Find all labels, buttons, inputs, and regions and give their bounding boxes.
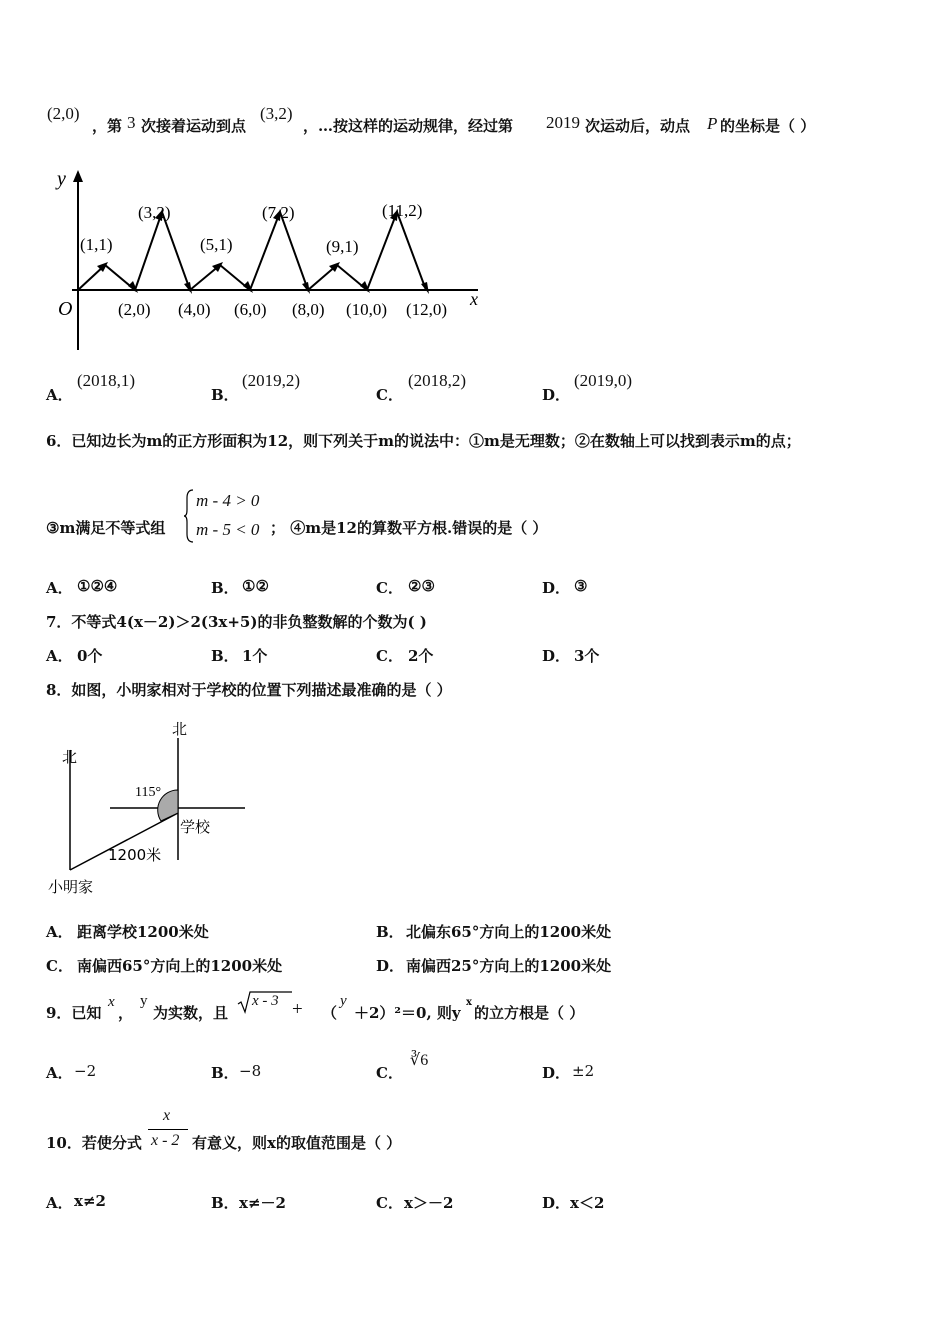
option-key: D． (542, 647, 571, 665)
option-b[interactable]: x≠－2 (239, 1194, 286, 1212)
option-b[interactable]: (2019,2) (242, 371, 301, 390)
option-c[interactable]: (2018,2) (408, 371, 467, 390)
option-d[interactable]: 南偏西25°方向上的1200米处 (406, 957, 612, 975)
option-key: C． (376, 579, 403, 597)
upper-labels (80, 201, 422, 256)
option-key: B． (211, 1064, 239, 1082)
y-axis-label: y (57, 168, 66, 190)
option-d[interactable]: x＜2 (570, 1194, 605, 1212)
q5-text-5: 的坐标是（ ） (720, 117, 816, 135)
q10-numerator: x (163, 1107, 171, 1124)
q5-graph (40, 160, 500, 360)
zigzag-path (78, 212, 426, 290)
q9-x: x (108, 994, 115, 1010)
option-a[interactable]: ①②④ (77, 577, 118, 595)
y-axis-arrow-icon (73, 170, 83, 182)
q9-text-1: 9．已知 (46, 1004, 102, 1022)
q8-figure (40, 710, 270, 900)
q5-text-2: 次接着运动到点 (141, 117, 247, 135)
arrow-icon (184, 282, 192, 294)
q5-num-3: 3 (127, 113, 136, 132)
q6-ineq-2: m - 5 < 0 (196, 520, 260, 539)
q5-point-32: (3,2) (260, 104, 293, 123)
point-label: (1,1) (80, 235, 113, 254)
option-key: C． (376, 1064, 403, 1082)
point-label: (7,2) (262, 203, 295, 222)
q6-line-1: 6．已知边长为m的正方形面积为12，则下列关于m的说法中：①m是无理数；②在数轴上可以找到表示m的点； (46, 432, 801, 450)
q10-suffix: 有意义，则x的取值范围是（ ） (192, 1134, 402, 1152)
option-key: A． (46, 579, 73, 597)
option-a[interactable]: 距离学校1200米处 (77, 923, 209, 941)
q5-num-2019: 2019 (546, 113, 580, 132)
q9-radicand: x - 3 (252, 993, 279, 1009)
point-label: (4,0) (178, 300, 211, 319)
point-label: (8,0) (292, 300, 325, 319)
q9-sup-x: x (466, 997, 472, 1008)
q6-ineq-1: m - 4 > 0 (196, 491, 260, 510)
q8-text: 8．如图，小明家相对于学校的位置下列描述最准确的是（ ） (46, 681, 452, 699)
option-b[interactable]: ①② (242, 577, 269, 595)
option-a[interactable]: −2 (74, 1062, 97, 1080)
option-key: A． (46, 923, 73, 941)
arrow-icon (421, 282, 429, 294)
option-key: A． (46, 647, 73, 665)
option-key: B． (211, 386, 239, 404)
option-key: D． (542, 386, 571, 404)
q9-text-3: 为实数，且 (153, 1004, 229, 1022)
q5-text-3: ，…按这样的运动规律，经过第 (303, 117, 514, 135)
q7-text: 7．不等式4(x－2)＞2(3x+5)的非负整数解的个数为( ) (46, 613, 427, 631)
angle-label: 115° (135, 785, 162, 800)
option-d[interactable]: (2019,0) (574, 371, 633, 390)
point-label: (2,0) (118, 300, 151, 319)
q10-denominator: x - 2 (151, 1132, 180, 1149)
north-label: 北 (172, 720, 188, 738)
option-key: A． (46, 386, 73, 404)
q9-text-6: 的立方根是（ ） (474, 1004, 585, 1022)
q6-suffix: ； ④m是12的算数平方根.错误的是（ ） (270, 519, 548, 537)
option-key: C． (376, 1194, 403, 1212)
option-a[interactable]: 0个 (77, 647, 103, 665)
arrow-icon (302, 282, 310, 294)
q5-text-4: 次运动后，动点 (585, 117, 691, 135)
brace-icon (183, 488, 195, 544)
q5-P: P (707, 114, 718, 133)
q9-text-5: ＋2）²＝0, 则y (354, 1004, 461, 1022)
north-label: 北 (62, 748, 78, 766)
school-label: 学校 (180, 818, 211, 836)
q6-prefix: ③m满足不等式组 (46, 519, 166, 537)
option-key: B． (211, 579, 239, 597)
option-c[interactable]: 南偏西65°方向上的1200米处 (77, 957, 283, 975)
option-c[interactable]: ∛6 (410, 1052, 429, 1069)
option-key: D． (376, 957, 405, 975)
q10-prefix: 10．若使分式 (46, 1134, 142, 1152)
option-d[interactable]: ±2 (572, 1062, 595, 1080)
option-key: D． (542, 1064, 571, 1082)
lower-labels (118, 300, 447, 319)
point-label: (9,1) (326, 237, 359, 256)
option-b[interactable]: 北偏东65°方向上的1200米处 (406, 923, 612, 941)
option-key: C． (376, 647, 403, 665)
origin-label: O (58, 298, 73, 320)
point-label: (10,0) (346, 300, 388, 319)
option-b[interactable]: −8 (239, 1062, 262, 1080)
option-a[interactable]: (2018,1) (77, 371, 136, 390)
point-label: (11,2) (382, 201, 423, 220)
option-key: C． (46, 957, 73, 975)
option-a[interactable]: x≠2 (74, 1192, 106, 1210)
q9-y2: y (340, 993, 347, 1009)
option-c[interactable]: 2个 (408, 647, 434, 665)
option-key: D． (542, 579, 571, 597)
option-key: C． (376, 386, 403, 404)
option-key: B． (211, 647, 239, 665)
q9-plus: + (292, 999, 303, 1020)
option-key: B． (376, 923, 404, 941)
distance-label: 1200米 (108, 846, 162, 864)
option-key: B． (211, 1194, 239, 1212)
q9-text-4: （ (322, 1004, 338, 1022)
option-c[interactable]: ②③ (408, 577, 435, 595)
q9-y: y (140, 993, 148, 1009)
point-label: (3,2) (138, 203, 171, 222)
fraction-bar (148, 1129, 188, 1130)
point-label: (6,0) (234, 300, 267, 319)
option-d[interactable]: ③ (574, 577, 588, 595)
point-label: (12,0) (406, 300, 448, 319)
home-label: 小明家 (48, 878, 94, 896)
option-b[interactable]: 1个 (242, 647, 268, 665)
option-c[interactable]: x＞－2 (404, 1194, 454, 1212)
x-axis-label: x (470, 289, 478, 309)
q9-text-2: ， (118, 1004, 134, 1022)
option-d[interactable]: 3个 (574, 647, 600, 665)
q5-text-1: ，第 (92, 117, 123, 135)
option-key: A． (46, 1064, 73, 1082)
option-key: A． (46, 1194, 73, 1212)
q5-point-start: (2,0) (47, 104, 80, 123)
point-label: (5,1) (200, 235, 233, 254)
option-key: D． (542, 1194, 571, 1212)
